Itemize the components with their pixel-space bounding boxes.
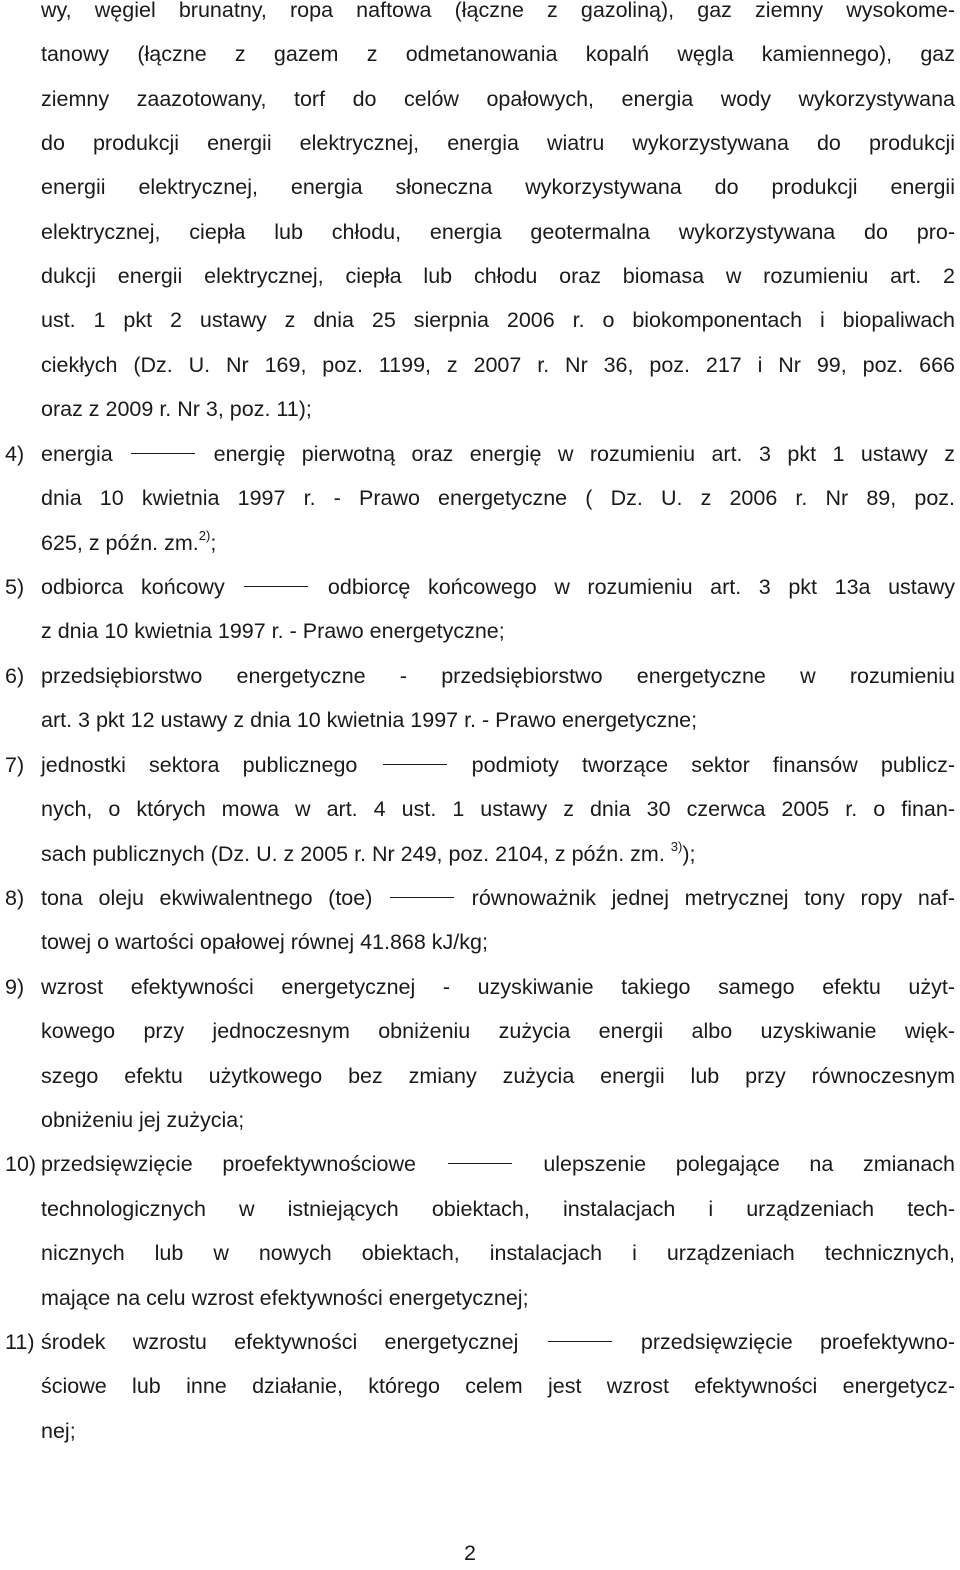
em-dash	[244, 586, 308, 587]
text-line: nicznych lub w nowych obiektach, instalacjach i urządzeniach technicznych,	[41, 1241, 955, 1265]
text-line: wy, węgiel brunatny, ropa naftowa (łączne z gazoliną), gaz ziemny wysokome-	[41, 0, 955, 22]
text-line: obniżeniu jej zużycia;	[41, 1108, 245, 1132]
definition-text: przedsięwzięcie proefektywno-	[640, 1330, 955, 1354]
defined-term: tona oleju ekwiwalentnego (toe)	[41, 886, 373, 910]
item-number: 8)	[5, 886, 25, 910]
definition-text: energię pierwotną oraz energię w rozumieniu art. 3 pkt 1 ustawy z	[213, 442, 955, 466]
text-line	[41, 876, 955, 920]
text-line: nych, o których mowa w art. 4 ust. 1 ustawy z dnia 30 czerwca 2005 r. o finan-	[41, 797, 955, 821]
definition-text: podmioty tworzące sektor finansów publicz-	[471, 753, 955, 777]
definition-text: sach publicznych (Dz. U. z 2005 r. Nr 249, poz. 2104, z późn. zm.	[41, 842, 665, 866]
defined-term: przedsięwzięcie proefektywnościowe	[41, 1152, 417, 1176]
text-line: do produkcji energii elektrycznej, energia wiatru wykorzystywana do produkcji	[41, 131, 955, 155]
text-line	[41, 432, 955, 476]
em-dash	[383, 764, 447, 765]
text-line: technologicznych w istniejących obiektach, instalacjach i urządzeniach tech-	[41, 1197, 955, 1221]
text-line: dukcji energii elektrycznej, ciepła lub chłodu oraz biomasa w rozumieniu art. 2	[41, 264, 955, 288]
definition-text: ulepszenie polegające na zmianach	[543, 1152, 956, 1176]
text-line: tanowy (łączne z gazem z odmetanowania kopalń węgla kamiennego), gaz	[41, 42, 955, 66]
text-line: ściowe lub inne działanie, którego celem jest wzrost efektywności energetycz-	[41, 1374, 955, 1398]
text-line: szego efektu użytkowego bez zmiany zużycia energii lub przy równoczesnym	[41, 1064, 955, 1088]
item-number: 4)	[5, 442, 25, 466]
item-number: 5)	[5, 575, 25, 599]
em-dash	[548, 1341, 612, 1342]
definition-text: ;	[210, 531, 217, 555]
text-line: oraz z 2009 r. Nr 3, poz. 11);	[41, 397, 312, 421]
defined-term: energia	[41, 442, 113, 466]
defined-term: środek wzrostu efektywności energetycznej	[41, 1330, 519, 1354]
text-line: kowego przy jednoczesnym obniżeniu zużycia energii albo uzyskiwanie więk-	[41, 1019, 955, 1043]
footnote-ref: 2)	[198, 527, 211, 543]
item-number: 6)	[5, 664, 25, 688]
em-dash	[131, 453, 195, 454]
text-line: ciekłych (Dz. U. Nr 169, poz. 1199, z 2007 r. Nr 36, poz. 217 i Nr 99, poz. 666	[41, 353, 955, 377]
definition-text: 625, z późn. zm.	[41, 531, 199, 555]
em-dash	[390, 897, 454, 898]
definition-text: odbiorcę końcowego w rozumieniu art. 3 pkt 13a ustawy	[327, 575, 955, 599]
text-line: elektrycznej, ciepła lub chłodu, energia geotermalna wykorzystywana do pro-	[41, 220, 955, 244]
defined-term: jednostki sektora publicznego	[41, 753, 358, 777]
em-dash	[448, 1163, 512, 1164]
item-number: 7)	[5, 753, 25, 777]
text-line	[41, 565, 955, 609]
text-line: art. 3 pkt 12 ustawy z dnia 10 kwietnia 1997 r. - Prawo energetyczne;	[41, 708, 698, 732]
text-line: mające na celu wzrost efektywności energetycznej;	[41, 1286, 529, 1310]
item-number: 11)	[5, 1330, 35, 1354]
text-line: z dnia 10 kwietnia 1997 r. - Prawo energetyczne;	[41, 619, 505, 643]
definition-text: równoważnik jednej metrycznej tony ropy naf-	[471, 886, 955, 910]
text-line: nej;	[41, 1419, 76, 1443]
text-line	[41, 743, 955, 787]
item-number: 9)	[5, 975, 25, 999]
text-line	[41, 1142, 955, 1186]
text-line	[41, 832, 955, 876]
text-line: towej o wartości opałowej równej 41.868 kJ/kg;	[41, 930, 488, 954]
text-line: dnia 10 kwietnia 1997 r. - Prawo energetyczne ( Dz. U. z 2006 r. Nr 89, poz.	[41, 486, 955, 510]
text-line: ziemny zaazotowany, torf do celów opałowych, energia wody wykorzystywana	[41, 87, 955, 111]
text-line	[41, 1320, 955, 1364]
page-number: 2	[464, 1541, 476, 1565]
text-line: wzrost efektywności energetycznej - uzyskiwanie takiego samego efektu użyt-	[41, 975, 955, 999]
text-line: ust. 1 pkt 2 ustawy z dnia 25 sierpnia 2006 r. o biokomponentach i biopaliwach	[41, 308, 955, 332]
defined-term: odbiorca końcowy	[41, 575, 225, 599]
text-line: przedsiębiorstwo energetyczne - przedsiębiorstwo energetyczne w rozumieniu	[41, 664, 955, 688]
text-line	[41, 521, 955, 565]
text-line: energii elektrycznej, energia słoneczna wykorzystywana do produkcji energii	[41, 175, 955, 199]
footnote-ref: 3)	[670, 838, 683, 854]
item-number: 10)	[5, 1152, 37, 1176]
definition-text: );	[682, 842, 696, 866]
